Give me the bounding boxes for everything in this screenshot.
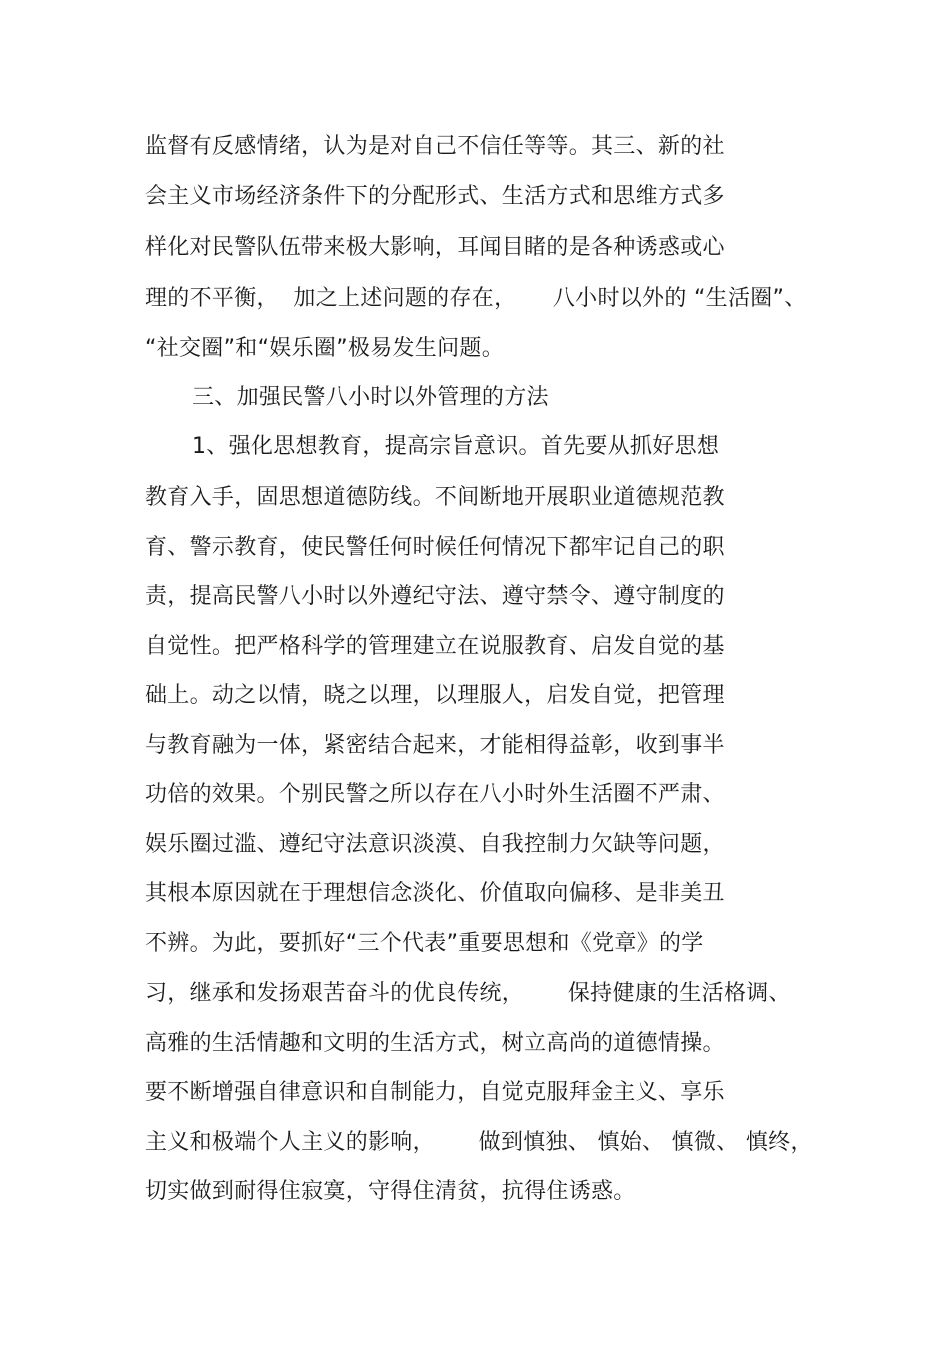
text-line: 与教育融为一体，紧密结合起来，才能相得益彰，收到事半 xyxy=(145,733,725,758)
text-line: 娱乐圈过滥、遵纪守法意识淡漠、自我控制力欠缺等问题， xyxy=(145,832,725,857)
text-line: 主义和极端个人主义的影响， 做到慎独、 慎始、 慎微、 慎终， xyxy=(145,1130,813,1155)
text-line: 切实做到耐得住寂寞，守得住清贫，抗得住诱惑。 xyxy=(145,1179,636,1204)
section-heading: 三、加强民警八小时以外管理的方法 xyxy=(192,385,549,410)
text-line: 不辨。为此，要抓好“三个代表”重要思想和《党章》的学 xyxy=(145,931,704,956)
text-line: 责，提高民警八小时以外遵纪守法、遵守禁令、遵守制度的 xyxy=(145,584,725,609)
text-line: 其根本原因就在于理想信念淡化、价值取向偏移、是非美丑 xyxy=(145,881,725,906)
text-line: 础上。动之以情，晓之以理，以理服人，启发自觉，把管理 xyxy=(145,683,725,708)
text-line: 习，继承和发扬艰苦奋斗的优良传统， 保持健康的生活格调、 xyxy=(145,981,791,1006)
text-line: 理的不平衡， 加之上述问题的存在， 八小时以外的 “生活圈”、 xyxy=(145,286,807,311)
text-line: “社交圈”和“娱乐圈”极易发生问题。 xyxy=(145,336,504,361)
text-line: 自觉性。把严格科学的管理建立在说服教育、启发自觉的基 xyxy=(145,634,725,659)
text-line: 会主义市场经济条件下的分配形式、生活方式和思维方式多 xyxy=(145,184,725,209)
text-line: 要不断增强自律意识和自制能力，自觉克服拜金主义、享乐 xyxy=(145,1080,725,1105)
text-line: 1、强化思想教育，提高宗旨意识。首先要从抓好思想 xyxy=(192,434,720,459)
text-line: 功倍的效果。个别民警之所以存在八小时外生活圈不严肃、 xyxy=(145,782,725,807)
text-line: 样化对民警队伍带来极大影响，耳闻目睹的是各种诱惑或心 xyxy=(145,235,725,260)
text-line: 育、警示教育，使民警任何时候任何情况下都牢记自己的职 xyxy=(145,535,725,560)
text-line: 教育入手，固思想道德防线。不间断地开展职业道德规范教 xyxy=(145,485,725,510)
text-line: 监督有反感情绪，认为是对自己不信任等等。其三、新的社 xyxy=(145,134,725,159)
text-line: 高雅的生活情趣和文明的生活方式，树立高尚的道德情操。 xyxy=(145,1031,725,1056)
